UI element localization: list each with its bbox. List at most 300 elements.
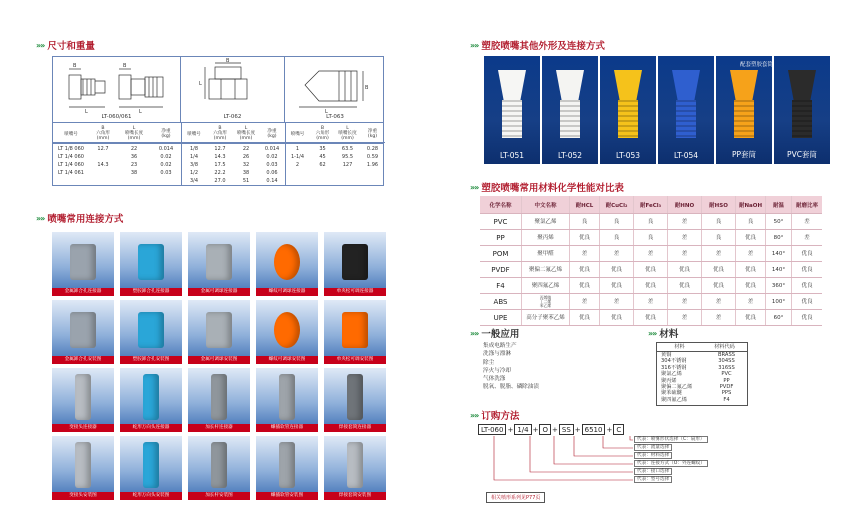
chem-cell: 差 [736, 246, 766, 261]
nozzle-label: LT-051 [499, 151, 525, 160]
chem-cell: 差 [702, 310, 736, 325]
table-cell: 1.96 [366, 162, 379, 168]
table-cell: 1-1/4 [290, 154, 305, 160]
nozzle-label: LT-052 [557, 151, 583, 160]
nozzle-body-icon [788, 70, 816, 100]
nozzle-label: PP套筒 [731, 150, 757, 159]
fitting-icon [206, 244, 232, 280]
photo-caption: 焊接套筒连接器 [324, 424, 386, 432]
connection-photo [324, 300, 386, 364]
connection-photo [188, 436, 250, 500]
nozzle-photo [658, 56, 714, 164]
nozzle-label: LT-053 [615, 151, 641, 160]
chem-cell: 140° [766, 262, 792, 277]
svg-text:L: L [139, 109, 142, 115]
nozzle-label: PVC套筒 [787, 150, 817, 159]
table-cell: 51 [242, 178, 250, 184]
nozzle-photo [716, 56, 772, 164]
chem-cell: 差 [804, 234, 810, 241]
nozzle-stem-icon [618, 100, 638, 138]
order-code-part: SS [559, 424, 574, 435]
svg-text:L: L [85, 109, 88, 115]
chem-cell: 差 [668, 214, 702, 229]
chem-cell: 优良 [736, 262, 766, 277]
table-cell [89, 169, 117, 177]
order-code-part: 1/4 [514, 424, 531, 435]
application-item: 气体洗涤 [483, 376, 506, 383]
chem-cell: 优良 [570, 278, 600, 293]
nozzle-stem-icon [676, 100, 696, 138]
connection-photo-grid [52, 232, 388, 500]
chem-cell: 优良 [600, 262, 634, 277]
section-title-chem: »» 塑胶喷嘴常用材料化学性能对比表 [470, 182, 624, 194]
chem-cell: 良 [702, 214, 736, 229]
photo-caption: 金属可调球安装图 [188, 356, 250, 364]
nozzle-body-icon [730, 70, 758, 100]
order-legend-item: 代表：连接方式（O：外连螺纹） [634, 460, 708, 467]
svg-text:B: B [123, 63, 127, 69]
materials-cell: 聚四氟乙烯 [661, 396, 687, 403]
nozzle-body-icon [672, 70, 700, 100]
chem-row [480, 294, 822, 310]
chem-cell: 差 [668, 294, 702, 309]
table-cell: 0.28 [366, 146, 379, 152]
photo-caption: 加长杆连接器 [188, 424, 250, 432]
fitting-icon [347, 374, 363, 420]
table-cell: 14.3 [214, 154, 226, 160]
nozzle-body-icon [614, 70, 642, 100]
nozzle-stem-icon [502, 100, 522, 138]
connection-photo [120, 300, 182, 364]
chem-cell: 差 [634, 246, 668, 261]
chem-cell: 高分子聚苯乙烯 [522, 310, 570, 325]
table-cell: 0.02 [160, 154, 172, 160]
materials-cell: 聚苯硫醚 [661, 390, 682, 397]
order-connector-lines [478, 436, 638, 486]
photo-caption: 蛇形万向头安装图 [120, 492, 182, 500]
application-item: 除尘 [483, 359, 495, 366]
chem-header-cell: 耐磨比率 [795, 202, 818, 209]
materials-table [656, 342, 748, 406]
connection-photo [120, 368, 182, 432]
chem-cell: 良 [570, 214, 600, 229]
chem-header-cell: 耐CuCl₂ [600, 196, 634, 213]
materials-cell: 316SS [718, 364, 735, 371]
chem-cell: PVC [480, 214, 522, 229]
materials-cell: PVDF [719, 383, 734, 390]
table-row [285, 145, 385, 153]
order-legend-item: 代表：接口选择 [634, 468, 672, 475]
chem-cell: 优良 [668, 278, 702, 293]
plus-separator: + [552, 425, 558, 434]
table-cell: 0.59 [366, 154, 379, 160]
table-cell: 3/4 [189, 178, 199, 184]
chem-cell: 优良 [702, 262, 736, 277]
table-cell: 14.3 [97, 162, 109, 168]
chem-header-cell: 化学名称 [480, 196, 522, 213]
table-cell: 2 [295, 162, 300, 168]
materials-cell: 聚丙烯 [661, 377, 677, 384]
chem-cell: 聚偏二氟乙烯 [522, 262, 570, 277]
chem-header-cell: 耐FeCl₃ [634, 196, 668, 213]
order-legend-item: 代表：型号选择 [634, 476, 672, 483]
chem-cell: 差 [634, 294, 668, 309]
chem-header-cell: 中文名称 [522, 196, 570, 213]
photo-caption: 蛇形万向头连接器 [120, 424, 182, 432]
chem-cell: 优良 [736, 230, 766, 245]
photo-caption: 塑胶卸合孔安装图 [120, 356, 182, 364]
fitting-icon [279, 374, 295, 420]
chem-row [480, 262, 822, 278]
table-cell: 26 [242, 154, 250, 160]
chem-cell: 差 [668, 230, 702, 245]
table-cell: 22.2 [214, 170, 226, 176]
fitting-icon [143, 374, 159, 420]
chem-row [480, 310, 822, 326]
chem-cell: 优良 [801, 282, 813, 289]
materials-cell: F4 [723, 396, 730, 403]
order-code-part: C [613, 424, 624, 435]
connection-photo [188, 368, 250, 432]
drawing-lt062 [181, 57, 285, 122]
table-cell: 1/4 [189, 154, 199, 160]
chem-header-cell: 耐NaOH [736, 196, 766, 213]
table-cell: 1/2 [189, 170, 199, 176]
photo-caption: 焊接套筒安装图 [324, 492, 386, 500]
svg-text:B: B [226, 58, 230, 64]
chem-cell: 差 [668, 310, 702, 325]
application-list [483, 342, 539, 392]
plus-separator: + [574, 425, 581, 434]
table-cell: 17.5 [214, 162, 226, 168]
plus-separator: + [606, 425, 613, 434]
connection-photo [52, 232, 114, 296]
nozzle-photo [600, 56, 656, 164]
table-row [181, 145, 285, 153]
chem-cell: 优良 [634, 310, 668, 325]
table-cell: 27.0 [214, 178, 226, 184]
materials-cell: PVC [721, 371, 732, 378]
photo-caption: 变接头连接器 [52, 424, 114, 432]
nozzle-stem-icon [734, 100, 754, 138]
table-cell: 23 [130, 162, 138, 168]
chem-header-cell: 耐HSO [702, 196, 736, 213]
fitting-icon [75, 374, 91, 420]
chem-header-cell: 耐HCL [570, 196, 600, 213]
nozzle-photo [484, 56, 540, 164]
table-row [181, 161, 285, 169]
nozzle-stem-icon [560, 100, 580, 138]
nozzle-photo [774, 56, 830, 164]
table-cell: 45 [319, 154, 326, 160]
svg-text:L: L [325, 109, 328, 115]
order-legend-item: 代表：喷雾形状选择（C：扇形） [634, 436, 708, 443]
order-code-part: LT-060 [478, 424, 506, 435]
chem-cell: 聚氯乙烯 [522, 214, 570, 229]
section-title-connections: »» 喷嘴常用连接方式 [36, 213, 124, 225]
table-cell: 3/8 [189, 162, 199, 168]
nozzle-photo [542, 56, 598, 164]
table-row [53, 169, 181, 177]
table-row [53, 153, 181, 161]
chem-cell: 良 [736, 214, 766, 229]
fitting-icon [211, 374, 227, 420]
chem-cell: 优良 [801, 314, 813, 321]
double-chevron-icon: »» [470, 182, 479, 192]
section-title-apps: »» 一般应用 [470, 328, 520, 340]
table-cell: 1/8 [189, 146, 199, 152]
section-title-ordering: »» 订购方法 [470, 410, 520, 422]
materials-header [657, 343, 747, 352]
chem-cell: 聚四氟乙烯 [522, 278, 570, 293]
double-chevron-icon: »» [36, 40, 45, 50]
chem-cell: POM [480, 246, 522, 261]
table-cell: 127 [342, 162, 353, 168]
svg-text:B: B [73, 63, 77, 69]
double-chevron-icon: »» [648, 328, 657, 338]
double-chevron-icon: »» [470, 328, 479, 338]
fitting-icon [138, 312, 164, 348]
svg-text:B: B [365, 85, 369, 91]
table-cell: 1 [295, 146, 300, 152]
chem-cell: 100° [766, 294, 792, 309]
chem-row [480, 278, 822, 294]
chem-cell: 丙烯腈 丁二烯 苯乙烯 [522, 294, 570, 309]
chem-cell: 差 [702, 246, 736, 261]
chem-cell: 优良 [570, 230, 600, 245]
fitting-icon [70, 312, 96, 348]
photo-caption: 塑胶卸合孔连接器 [120, 288, 182, 296]
materials-cell: 聚氯乙烯 [661, 371, 682, 378]
table-row [181, 177, 285, 185]
chem-cell: 良 [702, 230, 736, 245]
plus-separator: + [507, 425, 514, 434]
nozzle-label: LT-054 [673, 151, 699, 160]
photo-caption: 金属卸合孔连接器 [52, 288, 114, 296]
chem-cell: 优良 [600, 310, 634, 325]
chem-cell: 140° [766, 246, 792, 261]
fitting-icon [138, 244, 164, 280]
chem-cell: 差 [804, 218, 810, 225]
drawing-lt060 [53, 57, 181, 122]
connection-photo [120, 436, 182, 500]
table-cell [89, 153, 117, 161]
table-row [181, 153, 285, 161]
double-chevron-icon: »» [470, 40, 479, 50]
fitting-icon [143, 442, 159, 488]
fitting-icon [75, 442, 91, 488]
table-cell: LT 1/4 060 [58, 154, 84, 160]
order-code-part: 6510 [582, 424, 606, 435]
table-cell: 0.03 [266, 162, 278, 168]
table-row [53, 161, 181, 169]
chem-row [480, 246, 822, 262]
table-cell: 63.5 [341, 146, 354, 152]
table-cell: 0.02 [266, 154, 278, 160]
chem-cell: 差 [570, 246, 600, 261]
chem-cell: 优良 [570, 262, 600, 277]
photo-caption: 加长杆安装图 [188, 492, 250, 500]
sleeve-note: 配套塑胶套筒 [740, 62, 774, 68]
chem-cell: 优良 [801, 266, 813, 273]
connection-photo [256, 300, 318, 364]
order-code-part: O [539, 424, 551, 435]
connection-photo [52, 300, 114, 364]
application-item: 淬火与冷却 [483, 367, 511, 374]
chem-cell: 优良 [736, 278, 766, 293]
fitting-icon [342, 312, 368, 348]
chem-cell: 优良 [801, 298, 813, 305]
materials-cell: BRASS [717, 352, 736, 358]
drawing-area [53, 57, 383, 123]
connection-photo [324, 232, 386, 296]
chem-cell: 良 [600, 230, 634, 245]
chem-cell: 差 [570, 294, 600, 309]
fitting-icon [274, 244, 300, 280]
table-row [53, 145, 181, 153]
order-code [478, 424, 624, 435]
table-cell: 0.03 [160, 170, 172, 176]
connection-photo [188, 300, 250, 364]
table-cell: 12.7 [214, 146, 226, 152]
materials-header-cell: 材料代码 [714, 344, 735, 350]
table-cell: 0.014 [264, 146, 280, 152]
table-cell: 0.014 [158, 146, 174, 152]
chem-header-row [480, 196, 822, 214]
chem-cell: 差 [702, 294, 736, 309]
chem-row [480, 214, 822, 230]
materials-cell: 黄铜 [661, 352, 672, 358]
chem-cell: 优良 [570, 310, 600, 325]
chem-cell: 良 [600, 214, 634, 229]
fitting-icon [211, 442, 227, 488]
plus-separator: + [532, 425, 539, 434]
model-label: LT-062 [223, 114, 242, 120]
connection-photo [52, 368, 114, 432]
materials-cell: 316不锈钢 [661, 364, 687, 371]
materials-cell: 聚偏二氟乙烯 [661, 383, 693, 390]
double-chevron-icon: »» [36, 213, 45, 223]
chem-cell: UPE [480, 310, 522, 325]
chem-cell: F4 [480, 278, 522, 293]
table-cell: 95.5 [341, 154, 354, 160]
chem-cell: 优良 [600, 278, 634, 293]
table-row [285, 161, 385, 169]
table-cell: LT 1/8 060 [58, 146, 84, 152]
connection-photo [52, 436, 114, 500]
materials-header-cell: 材料 [674, 344, 685, 350]
chem-cell: 差 [668, 246, 702, 261]
chem-cell: 80° [766, 230, 792, 245]
order-legend-item: 代表：材料选择 [634, 452, 672, 459]
chem-cell: 聚丙烯 [522, 230, 570, 245]
photo-caption: 螺纹可调球安装图 [256, 356, 318, 364]
connection-photo [324, 436, 386, 500]
reference-note: 相关喷形系列见P77页 [486, 492, 545, 503]
dimension-table: L L B B LT-060/061 B L LT-062 L B LT-063 喷嘴号 B 六角形 (mm) L 喷嘴长度 (mm) 净重 (kg) LT 1/8 060 12.7 22 0.014 LT 1/4 060 36 0.02 LT 1/4 060 14.3 23 0.02 LT 1/4 061 38 0.03 喷嘴号 B 六角形 (mm) L 喷嘴长度 (mm) 净重 (kg) 1/8 12.7 22 0.014 1/4 14.3 26 0.02 3/8 17.5 32 0.03 1/2 22.2 38 0.06 3/4 27.0 51 0.14 喷嘴号 B 六角形 (mm) L 喷嘴长度 (mm) 净重 (kg) 1 35 63.5 0.28 1-1/4 45 95.5 0.59 2 62 127 1.96 [52, 56, 384, 186]
connection-photo [120, 232, 182, 296]
chem-cell: 360° [766, 278, 792, 293]
chem-cell: PP [480, 230, 522, 245]
nozzle-body-icon [556, 70, 584, 100]
photo-caption: 单夹松可调安装图 [324, 356, 386, 364]
table-cell: 32 [242, 162, 250, 168]
chem-cell: 优良 [736, 310, 766, 325]
connection-photo [324, 368, 386, 432]
photo-caption: 金属卸合孔安装图 [52, 356, 114, 364]
chem-cell: 优良 [634, 278, 668, 293]
model-label: LT-063 [326, 114, 344, 120]
section-title-dims: »» 尺寸和重量 [36, 40, 95, 52]
table-cell: 36 [130, 154, 138, 160]
photo-caption: 螺插软管安装图 [256, 492, 318, 500]
chem-cell: 优良 [634, 262, 668, 277]
section-title-plastic-shapes: »» 塑胶喷嘴其他外形及连接方式 [470, 40, 605, 52]
section-title-materials: »» 材料 [648, 328, 679, 340]
chem-cell: 60° [766, 310, 792, 325]
materials-cell: PP [723, 377, 730, 384]
materials-cell: 304SS [718, 358, 735, 365]
table-cell: LT 1/4 061 [58, 170, 84, 176]
table-cell: 0.14 [266, 178, 278, 184]
chem-cell: 差 [600, 246, 634, 261]
drawing-lt063 [285, 57, 385, 122]
table-row [285, 153, 385, 161]
fitting-icon [279, 442, 295, 488]
table-row [181, 169, 285, 177]
chem-cell: 良 [634, 214, 668, 229]
double-chevron-icon: »» [470, 410, 479, 420]
chem-cell: 差 [600, 294, 634, 309]
application-item: 脱氧、脱脂、磷除油渍 [483, 384, 539, 391]
connection-photo [256, 368, 318, 432]
connection-photo [256, 232, 318, 296]
chem-row [480, 230, 822, 246]
chem-cell: PVDF [480, 262, 522, 277]
chem-cell: 优良 [801, 250, 813, 257]
nozzle-stem-icon [792, 100, 812, 138]
chem-cell: 优良 [702, 278, 736, 293]
order-legend-item: 代表：流量选择 [634, 444, 672, 451]
application-item: 集成电路生产 [483, 343, 517, 349]
fitting-icon [70, 244, 96, 280]
table-cell: 22 [242, 146, 250, 152]
chem-cell: 50° [766, 214, 792, 229]
table-cell: 0.02 [160, 162, 172, 168]
application-item: 洗涤与漂淋 [483, 351, 511, 358]
materials-cell: PPS [721, 390, 732, 397]
table-cell: 12.7 [97, 146, 109, 152]
svg-text:L: L [199, 81, 202, 87]
table-cell: 38 [130, 170, 138, 176]
photo-caption: 螺纹可调球连接器 [256, 288, 318, 296]
table-cell: 35 [319, 146, 326, 152]
photo-caption: 螺插软管连接器 [256, 424, 318, 432]
nozzle-body-icon [498, 70, 526, 100]
table-cell: 62 [319, 162, 326, 168]
table-cell: 22 [130, 146, 138, 152]
materials-row [657, 397, 747, 403]
chem-cell: 良 [634, 230, 668, 245]
photo-caption: 单夹松可调连接器 [324, 288, 386, 296]
connection-photo [188, 232, 250, 296]
chem-cell: 优良 [668, 262, 702, 277]
connection-photo [256, 436, 318, 500]
chem-header-cell: 耐HNO [668, 196, 702, 213]
model-label: LT-060/061 [101, 114, 132, 120]
photo-caption: 变接头安装图 [52, 492, 114, 500]
table-cell: 38 [242, 170, 250, 176]
